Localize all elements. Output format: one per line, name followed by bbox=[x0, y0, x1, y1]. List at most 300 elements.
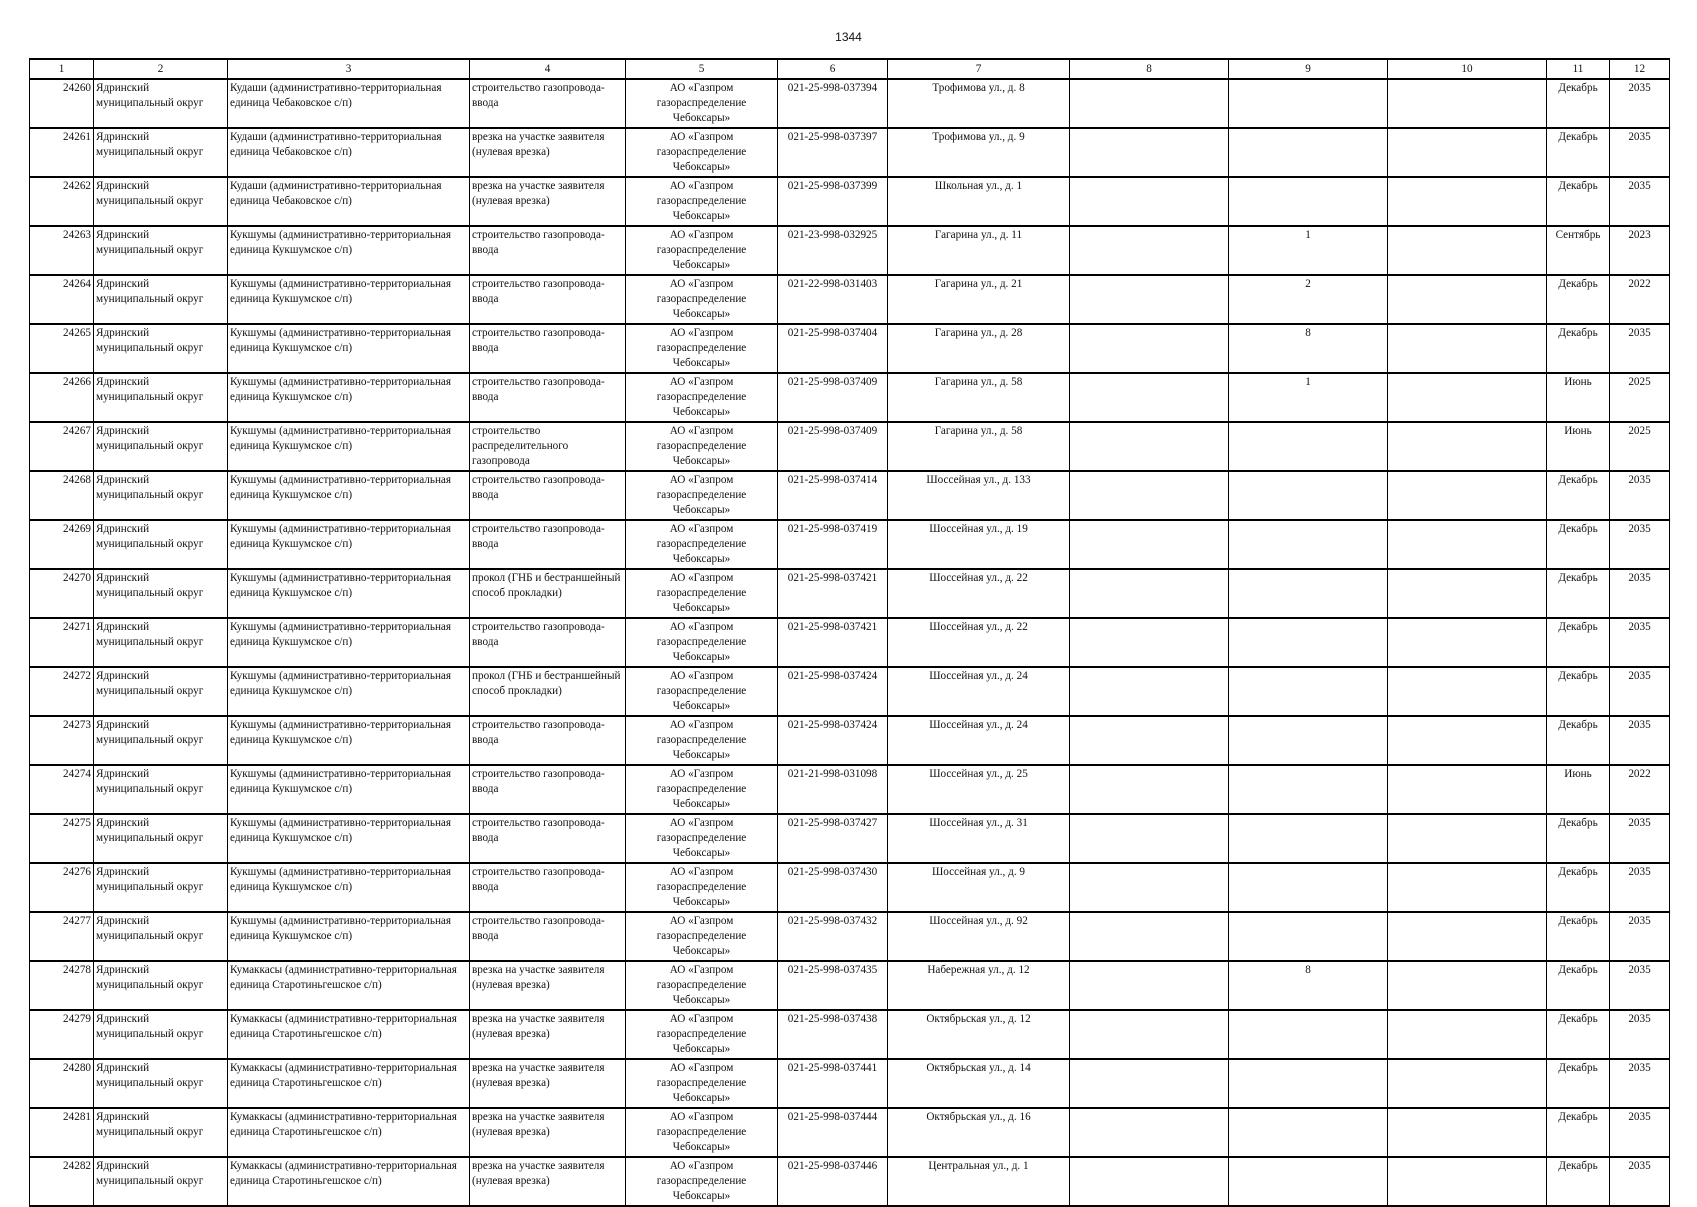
row-number-cell: 24267 bbox=[30, 422, 94, 471]
table-row bbox=[30, 471, 1670, 520]
month-cell: Декабрь bbox=[1547, 79, 1610, 128]
work-type-cell: прокол (ГНБ и бестраншейный способ прокладки) bbox=[470, 569, 626, 618]
col9-cell bbox=[1229, 471, 1388, 520]
settlement-cell: Кукшумы (административно-территориальная единица Кукшумское с/п) bbox=[228, 716, 470, 765]
code-cell: 021-22-998-031403 bbox=[778, 275, 888, 324]
table-row bbox=[30, 226, 1670, 275]
col10-cell bbox=[1388, 520, 1547, 569]
address-cell: Октябрьская ул., д. 14 bbox=[888, 1059, 1070, 1108]
col9-cell bbox=[1229, 667, 1388, 716]
table-row bbox=[30, 1108, 1670, 1157]
district-cell: Ядринский муниципальный округ bbox=[94, 667, 228, 716]
row-number-cell: 24280 bbox=[30, 1059, 94, 1108]
settlement-cell: Кумаккасы (административно-территориальная единица Старотиньгешское с/п) bbox=[228, 1157, 470, 1206]
district-cell: Ядринский муниципальный округ bbox=[94, 569, 228, 618]
column-header: 11 bbox=[1547, 59, 1610, 79]
month-cell: Декабрь bbox=[1547, 1108, 1610, 1157]
col8-cell bbox=[1070, 912, 1229, 961]
col8-cell bbox=[1070, 765, 1229, 814]
settlement-cell: Кудаши (административно-территориальная единица Чебаковское с/п) bbox=[228, 79, 470, 128]
district-cell: Ядринский муниципальный округ bbox=[94, 1059, 228, 1108]
row-number-cell: 24260 bbox=[30, 79, 94, 128]
month-cell: Декабрь bbox=[1547, 863, 1610, 912]
address-cell: Шоссейная ул., д. 9 bbox=[888, 863, 1070, 912]
col8-cell bbox=[1070, 618, 1229, 667]
code-cell: 021-23-998-032925 bbox=[778, 226, 888, 275]
row-number-cell: 24269 bbox=[30, 520, 94, 569]
table-row bbox=[30, 177, 1670, 226]
address-cell: Октябрьская ул., д. 12 bbox=[888, 1010, 1070, 1059]
code-cell: 021-25-998-037432 bbox=[778, 912, 888, 961]
column-header: 5 bbox=[626, 59, 778, 79]
work-type-cell: строительство газопровода-ввода bbox=[470, 520, 626, 569]
district-cell: Ядринский муниципальный округ bbox=[94, 128, 228, 177]
year-cell: 2035 bbox=[1610, 324, 1670, 373]
row-number-cell: 24281 bbox=[30, 1108, 94, 1157]
work-type-cell: строительство газопровода-ввода bbox=[470, 324, 626, 373]
settlement-cell: Кудаши (административно-территориальная единица Чебаковское с/п) bbox=[228, 128, 470, 177]
row-number-cell: 24275 bbox=[30, 814, 94, 863]
code-cell: 021-25-998-037421 bbox=[778, 618, 888, 667]
col10-cell bbox=[1388, 765, 1547, 814]
organization-cell: АО «Газпром газораспределение Чебоксары» bbox=[626, 1157, 778, 1206]
table-row bbox=[30, 1059, 1670, 1108]
col9-cell bbox=[1229, 912, 1388, 961]
col10-cell bbox=[1388, 1108, 1547, 1157]
col9-cell bbox=[1229, 128, 1388, 177]
year-cell: 2035 bbox=[1610, 128, 1670, 177]
col8-cell bbox=[1070, 863, 1229, 912]
month-cell: Сентябрь bbox=[1547, 226, 1610, 275]
work-type-cell: строительство газопровода-ввода bbox=[470, 79, 626, 128]
col10-cell bbox=[1388, 618, 1547, 667]
district-cell: Ядринский муниципальный округ bbox=[94, 912, 228, 961]
table-row bbox=[30, 961, 1670, 1010]
code-cell: 021-25-998-037446 bbox=[778, 1157, 888, 1206]
organization-cell: АО «Газпром газораспределение Чебоксары» bbox=[626, 667, 778, 716]
settlement-cell: Кукшумы (административно-территориальная единица Кукшумское с/п) bbox=[228, 814, 470, 863]
col10-cell bbox=[1388, 1059, 1547, 1108]
year-cell: 2035 bbox=[1610, 79, 1670, 128]
col9-cell: 2 bbox=[1229, 275, 1388, 324]
column-header: 7 bbox=[888, 59, 1070, 79]
col10-cell bbox=[1388, 471, 1547, 520]
col10-cell bbox=[1388, 226, 1547, 275]
col8-cell bbox=[1070, 1010, 1229, 1059]
year-cell: 2023 bbox=[1610, 226, 1670, 275]
table-row bbox=[30, 1010, 1670, 1059]
col10-cell bbox=[1388, 1157, 1547, 1206]
settlement-cell: Кукшумы (административно-территориальная единица Кукшумское с/п) bbox=[228, 471, 470, 520]
organization-cell: АО «Газпром газораспределение Чебоксары» bbox=[626, 618, 778, 667]
organization-cell: АО «Газпром газораспределение Чебоксары» bbox=[626, 422, 778, 471]
month-cell: Декабрь bbox=[1547, 1010, 1610, 1059]
settlement-cell: Кукшумы (административно-территориальная единица Кукшумское с/п) bbox=[228, 324, 470, 373]
column-header: 6 bbox=[778, 59, 888, 79]
settlement-cell: Кудаши (административно-территориальная единица Чебаковское с/п) bbox=[228, 177, 470, 226]
code-cell: 021-25-998-037409 bbox=[778, 422, 888, 471]
organization-cell: АО «Газпром газораспределение Чебоксары» bbox=[626, 912, 778, 961]
work-type-cell: строительство газопровода-ввода bbox=[470, 863, 626, 912]
address-cell: Школьная ул., д. 1 bbox=[888, 177, 1070, 226]
organization-cell: АО «Газпром газораспределение Чебоксары» bbox=[626, 569, 778, 618]
work-type-cell: врезка на участке заявителя (нулевая врезка) bbox=[470, 177, 626, 226]
work-type-cell: врезка на участке заявителя (нулевая врезка) bbox=[470, 1010, 626, 1059]
month-cell: Декабрь bbox=[1547, 912, 1610, 961]
register-table bbox=[29, 58, 1670, 1207]
year-cell: 2022 bbox=[1610, 275, 1670, 324]
month-cell: Декабрь bbox=[1547, 569, 1610, 618]
address-cell: Набережная ул., д. 12 bbox=[888, 961, 1070, 1010]
col9-cell bbox=[1229, 79, 1388, 128]
col10-cell bbox=[1388, 1010, 1547, 1059]
year-cell: 2025 bbox=[1610, 373, 1670, 422]
settlement-cell: Кукшумы (административно-территориальная единица Кукшумское с/п) bbox=[228, 520, 470, 569]
col10-cell bbox=[1388, 961, 1547, 1010]
settlement-cell: Кукшумы (административно-территориальная единица Кукшумское с/п) bbox=[228, 863, 470, 912]
settlement-cell: Кумаккасы (административно-территориальная единица Старотиньгешское с/п) bbox=[228, 1108, 470, 1157]
col9-cell: 1 bbox=[1229, 373, 1388, 422]
col8-cell bbox=[1070, 1108, 1229, 1157]
col9-cell bbox=[1229, 814, 1388, 863]
address-cell: Шоссейная ул., д. 25 bbox=[888, 765, 1070, 814]
month-cell: Декабрь bbox=[1547, 128, 1610, 177]
row-number-cell: 24272 bbox=[30, 667, 94, 716]
col8-cell bbox=[1070, 667, 1229, 716]
code-cell: 021-25-998-037394 bbox=[778, 79, 888, 128]
code-cell: 021-25-998-037441 bbox=[778, 1059, 888, 1108]
row-number-cell: 24264 bbox=[30, 275, 94, 324]
month-cell: Июнь bbox=[1547, 765, 1610, 814]
col8-cell bbox=[1070, 569, 1229, 618]
work-type-cell: строительство распределительного газопровода bbox=[470, 422, 626, 471]
month-cell: Июнь bbox=[1547, 373, 1610, 422]
address-cell: Гагарина ул., д. 58 bbox=[888, 422, 1070, 471]
column-header: 4 bbox=[470, 59, 626, 79]
address-cell: Шоссейная ул., д. 24 bbox=[888, 667, 1070, 716]
month-cell: Декабрь bbox=[1547, 667, 1610, 716]
settlement-cell: Кукшумы (административно-территориальная единица Кукшумское с/п) bbox=[228, 275, 470, 324]
year-cell: 2035 bbox=[1610, 1010, 1670, 1059]
code-cell: 021-25-998-037424 bbox=[778, 716, 888, 765]
year-cell: 2035 bbox=[1610, 667, 1670, 716]
col8-cell bbox=[1070, 373, 1229, 422]
organization-cell: АО «Газпром газораспределение Чебоксары» bbox=[626, 471, 778, 520]
address-cell: Гагарина ул., д. 58 bbox=[888, 373, 1070, 422]
year-cell: 2022 bbox=[1610, 765, 1670, 814]
organization-cell: АО «Газпром газораспределение Чебоксары» bbox=[626, 79, 778, 128]
table-row bbox=[30, 667, 1670, 716]
col8-cell bbox=[1070, 275, 1229, 324]
col10-cell bbox=[1388, 814, 1547, 863]
district-cell: Ядринский муниципальный округ bbox=[94, 177, 228, 226]
settlement-cell: Кумаккасы (административно-территориальная единица Старотиньгешское с/п) bbox=[228, 1010, 470, 1059]
settlement-cell: Кукшумы (административно-территориальная единица Кукшумское с/п) bbox=[228, 618, 470, 667]
page-number: 1344 bbox=[835, 30, 862, 44]
year-cell: 2035 bbox=[1610, 863, 1670, 912]
code-cell: 021-25-998-037435 bbox=[778, 961, 888, 1010]
address-cell: Шоссейная ул., д. 22 bbox=[888, 569, 1070, 618]
code-cell: 021-25-998-037430 bbox=[778, 863, 888, 912]
table-row bbox=[30, 324, 1670, 373]
row-number-cell: 24279 bbox=[30, 1010, 94, 1059]
month-cell: Декабрь bbox=[1547, 961, 1610, 1010]
work-type-cell: врезка на участке заявителя (нулевая врезка) bbox=[470, 1108, 626, 1157]
col10-cell bbox=[1388, 128, 1547, 177]
organization-cell: АО «Газпром газораспределение Чебоксары» bbox=[626, 373, 778, 422]
month-cell: Декабрь bbox=[1547, 275, 1610, 324]
address-cell: Шоссейная ул., д. 92 bbox=[888, 912, 1070, 961]
table-row bbox=[30, 373, 1670, 422]
work-type-cell: врезка на участке заявителя (нулевая врезка) bbox=[470, 1157, 626, 1206]
address-cell: Шоссейная ул., д. 24 bbox=[888, 716, 1070, 765]
district-cell: Ядринский муниципальный округ bbox=[94, 1108, 228, 1157]
organization-cell: АО «Газпром газораспределение Чебоксары» bbox=[626, 520, 778, 569]
year-cell: 2025 bbox=[1610, 422, 1670, 471]
row-number-cell: 24268 bbox=[30, 471, 94, 520]
organization-cell: АО «Газпром газораспределение Чебоксары» bbox=[626, 324, 778, 373]
col8-cell bbox=[1070, 471, 1229, 520]
header-row bbox=[30, 59, 1670, 79]
col10-cell bbox=[1388, 863, 1547, 912]
code-cell: 021-25-998-037399 bbox=[778, 177, 888, 226]
year-cell: 2035 bbox=[1610, 471, 1670, 520]
column-header: 12 bbox=[1610, 59, 1670, 79]
district-cell: Ядринский муниципальный округ bbox=[94, 961, 228, 1010]
district-cell: Ядринский муниципальный округ bbox=[94, 1010, 228, 1059]
address-cell: Центральная ул., д. 1 bbox=[888, 1157, 1070, 1206]
row-number-cell: 24278 bbox=[30, 961, 94, 1010]
settlement-cell: Кукшумы (административно-территориальная единица Кукшумское с/п) bbox=[228, 569, 470, 618]
organization-cell: АО «Газпром газораспределение Чебоксары» bbox=[626, 961, 778, 1010]
address-cell: Трофимова ул., д. 9 bbox=[888, 128, 1070, 177]
month-cell: Декабрь bbox=[1547, 520, 1610, 569]
row-number-cell: 24265 bbox=[30, 324, 94, 373]
month-cell: Декабрь bbox=[1547, 618, 1610, 667]
settlement-cell: Кукшумы (административно-территориальная единица Кукшумское с/п) bbox=[228, 667, 470, 716]
year-cell: 2035 bbox=[1610, 1108, 1670, 1157]
table-row bbox=[30, 1157, 1670, 1206]
table-row bbox=[30, 618, 1670, 667]
table-row bbox=[30, 422, 1670, 471]
district-cell: Ядринский муниципальный округ bbox=[94, 618, 228, 667]
year-cell: 2035 bbox=[1610, 618, 1670, 667]
table-row bbox=[30, 275, 1670, 324]
year-cell: 2035 bbox=[1610, 1059, 1670, 1108]
row-number-cell: 24262 bbox=[30, 177, 94, 226]
organization-cell: АО «Газпром газораспределение Чебоксары» bbox=[626, 765, 778, 814]
code-cell: 021-25-998-037404 bbox=[778, 324, 888, 373]
code-cell: 021-25-998-037421 bbox=[778, 569, 888, 618]
settlement-cell: Кумаккасы (административно-территориальная единица Старотиньгешское с/п) bbox=[228, 961, 470, 1010]
address-cell: Трофимова ул., д. 8 bbox=[888, 79, 1070, 128]
column-header: 9 bbox=[1229, 59, 1388, 79]
year-cell: 2035 bbox=[1610, 520, 1670, 569]
code-cell: 021-25-998-037438 bbox=[778, 1010, 888, 1059]
col9-cell bbox=[1229, 520, 1388, 569]
col9-cell: 1 bbox=[1229, 226, 1388, 275]
col10-cell bbox=[1388, 716, 1547, 765]
address-cell: Шоссейная ул., д. 133 bbox=[888, 471, 1070, 520]
row-number-cell: 24274 bbox=[30, 765, 94, 814]
year-cell: 2035 bbox=[1610, 716, 1670, 765]
row-number-cell: 24266 bbox=[30, 373, 94, 422]
table-row bbox=[30, 569, 1670, 618]
col9-cell bbox=[1229, 1059, 1388, 1108]
district-cell: Ядринский муниципальный округ bbox=[94, 716, 228, 765]
organization-cell: АО «Газпром газораспределение Чебоксары» bbox=[626, 814, 778, 863]
row-number-cell: 24277 bbox=[30, 912, 94, 961]
month-cell: Декабрь bbox=[1547, 177, 1610, 226]
settlement-cell: Кукшумы (административно-территориальная единица Кукшумское с/п) bbox=[228, 373, 470, 422]
organization-cell: АО «Газпром газораспределение Чебоксары» bbox=[626, 177, 778, 226]
month-cell: Декабрь bbox=[1547, 471, 1610, 520]
work-type-cell: строительство газопровода-ввода bbox=[470, 765, 626, 814]
organization-cell: АО «Газпром газораспределение Чебоксары» bbox=[626, 128, 778, 177]
year-cell: 2035 bbox=[1610, 1157, 1670, 1206]
work-type-cell: врезка на участке заявителя (нулевая врезка) bbox=[470, 1059, 626, 1108]
col8-cell bbox=[1070, 226, 1229, 275]
column-header: 1 bbox=[30, 59, 94, 79]
settlement-cell: Кукшумы (административно-территориальная единица Кукшумское с/п) bbox=[228, 226, 470, 275]
work-type-cell: строительство газопровода-ввода bbox=[470, 912, 626, 961]
code-cell: 021-25-998-037397 bbox=[778, 128, 888, 177]
col8-cell bbox=[1070, 422, 1229, 471]
row-number-cell: 24261 bbox=[30, 128, 94, 177]
col9-cell bbox=[1229, 765, 1388, 814]
col10-cell bbox=[1388, 373, 1547, 422]
col9-cell bbox=[1229, 569, 1388, 618]
col8-cell bbox=[1070, 1157, 1229, 1206]
year-cell: 2035 bbox=[1610, 912, 1670, 961]
work-type-cell: строительство газопровода-ввода bbox=[470, 716, 626, 765]
address-cell: Шоссейная ул., д. 19 bbox=[888, 520, 1070, 569]
table-row bbox=[30, 128, 1670, 177]
district-cell: Ядринский муниципальный округ bbox=[94, 765, 228, 814]
col9-cell bbox=[1229, 177, 1388, 226]
organization-cell: АО «Газпром газораспределение Чебоксары» bbox=[626, 275, 778, 324]
col9-cell bbox=[1229, 1157, 1388, 1206]
work-type-cell: прокол (ГНБ и бестраншейный способ прокладки) bbox=[470, 667, 626, 716]
column-header: 3 bbox=[228, 59, 470, 79]
year-cell: 2035 bbox=[1610, 814, 1670, 863]
column-header: 10 bbox=[1388, 59, 1547, 79]
col10-cell bbox=[1388, 177, 1547, 226]
row-number-cell: 24282 bbox=[30, 1157, 94, 1206]
district-cell: Ядринский муниципальный округ bbox=[94, 324, 228, 373]
organization-cell: АО «Газпром газораспределение Чебоксары» bbox=[626, 716, 778, 765]
month-cell: Декабрь bbox=[1547, 814, 1610, 863]
district-cell: Ядринский муниципальный округ bbox=[94, 79, 228, 128]
col10-cell bbox=[1388, 569, 1547, 618]
col10-cell bbox=[1388, 79, 1547, 128]
col8-cell bbox=[1070, 814, 1229, 863]
work-type-cell: строительство газопровода-ввода bbox=[470, 814, 626, 863]
table-row bbox=[30, 716, 1670, 765]
table-row bbox=[30, 765, 1670, 814]
code-cell: 021-25-998-037427 bbox=[778, 814, 888, 863]
col10-cell bbox=[1388, 275, 1547, 324]
work-type-cell: врезка на участке заявителя (нулевая врезка) bbox=[470, 961, 626, 1010]
code-cell: 021-25-998-037409 bbox=[778, 373, 888, 422]
row-number-cell: 24270 bbox=[30, 569, 94, 618]
col8-cell bbox=[1070, 520, 1229, 569]
work-type-cell: строительство газопровода-ввода bbox=[470, 373, 626, 422]
district-cell: Ядринский муниципальный округ bbox=[94, 422, 228, 471]
table-row bbox=[30, 79, 1670, 128]
month-cell: Декабрь bbox=[1547, 324, 1610, 373]
col9-cell bbox=[1229, 1108, 1388, 1157]
col8-cell bbox=[1070, 177, 1229, 226]
col10-cell bbox=[1388, 912, 1547, 961]
col9-cell bbox=[1229, 618, 1388, 667]
code-cell: 021-21-998-031098 bbox=[778, 765, 888, 814]
col9-cell bbox=[1229, 422, 1388, 471]
settlement-cell: Кукшумы (административно-территориальная единица Кукшумское с/п) bbox=[228, 765, 470, 814]
address-cell: Октябрьская ул., д. 16 bbox=[888, 1108, 1070, 1157]
district-cell: Ядринский муниципальный округ bbox=[94, 814, 228, 863]
col8-cell bbox=[1070, 716, 1229, 765]
address-cell: Гагарина ул., д. 28 bbox=[888, 324, 1070, 373]
year-cell: 2035 bbox=[1610, 961, 1670, 1010]
month-cell: Декабрь bbox=[1547, 716, 1610, 765]
district-cell: Ядринский муниципальный округ bbox=[94, 471, 228, 520]
col10-cell bbox=[1388, 324, 1547, 373]
organization-cell: АО «Газпром газораспределение Чебоксары» bbox=[626, 1108, 778, 1157]
code-cell: 021-25-998-037419 bbox=[778, 520, 888, 569]
table-body bbox=[30, 79, 1670, 1206]
col9-cell bbox=[1229, 863, 1388, 912]
code-cell: 021-25-998-037414 bbox=[778, 471, 888, 520]
col9-cell bbox=[1229, 1010, 1388, 1059]
col8-cell bbox=[1070, 79, 1229, 128]
work-type-cell: врезка на участке заявителя (нулевая врезка) bbox=[470, 128, 626, 177]
table-row bbox=[30, 520, 1670, 569]
address-cell: Гагарина ул., д. 21 bbox=[888, 275, 1070, 324]
col10-cell bbox=[1388, 667, 1547, 716]
organization-cell: АО «Газпром газораспределение Чебоксары» bbox=[626, 863, 778, 912]
month-cell: Июнь bbox=[1547, 422, 1610, 471]
address-cell: Гагарина ул., д. 11 bbox=[888, 226, 1070, 275]
year-cell: 2035 bbox=[1610, 177, 1670, 226]
column-header: 8 bbox=[1070, 59, 1229, 79]
row-number-cell: 24276 bbox=[30, 863, 94, 912]
address-cell: Шоссейная ул., д. 22 bbox=[888, 618, 1070, 667]
work-type-cell: строительство газопровода-ввода bbox=[470, 226, 626, 275]
organization-cell: АО «Газпром газораспределение Чебоксары» bbox=[626, 226, 778, 275]
settlement-cell: Кукшумы (административно-территориальная единица Кукшумское с/п) bbox=[228, 422, 470, 471]
work-type-cell: строительство газопровода-ввода bbox=[470, 471, 626, 520]
col9-cell bbox=[1229, 716, 1388, 765]
settlement-cell: Кукшумы (административно-территориальная единица Кукшумское с/п) bbox=[228, 912, 470, 961]
district-cell: Ядринский муниципальный округ bbox=[94, 520, 228, 569]
col8-cell bbox=[1070, 961, 1229, 1010]
col8-cell bbox=[1070, 128, 1229, 177]
work-type-cell: строительство газопровода-ввода bbox=[470, 275, 626, 324]
row-number-cell: 24263 bbox=[30, 226, 94, 275]
table-row bbox=[30, 814, 1670, 863]
month-cell: Декабрь bbox=[1547, 1157, 1610, 1206]
work-type-cell: строительство газопровода-ввода bbox=[470, 618, 626, 667]
year-cell: 2035 bbox=[1610, 569, 1670, 618]
table-row bbox=[30, 912, 1670, 961]
col9-cell: 8 bbox=[1229, 961, 1388, 1010]
table-row bbox=[30, 863, 1670, 912]
district-cell: Ядринский муниципальный округ bbox=[94, 226, 228, 275]
col9-cell: 8 bbox=[1229, 324, 1388, 373]
code-cell: 021-25-998-037444 bbox=[778, 1108, 888, 1157]
district-cell: Ядринский муниципальный округ bbox=[94, 863, 228, 912]
